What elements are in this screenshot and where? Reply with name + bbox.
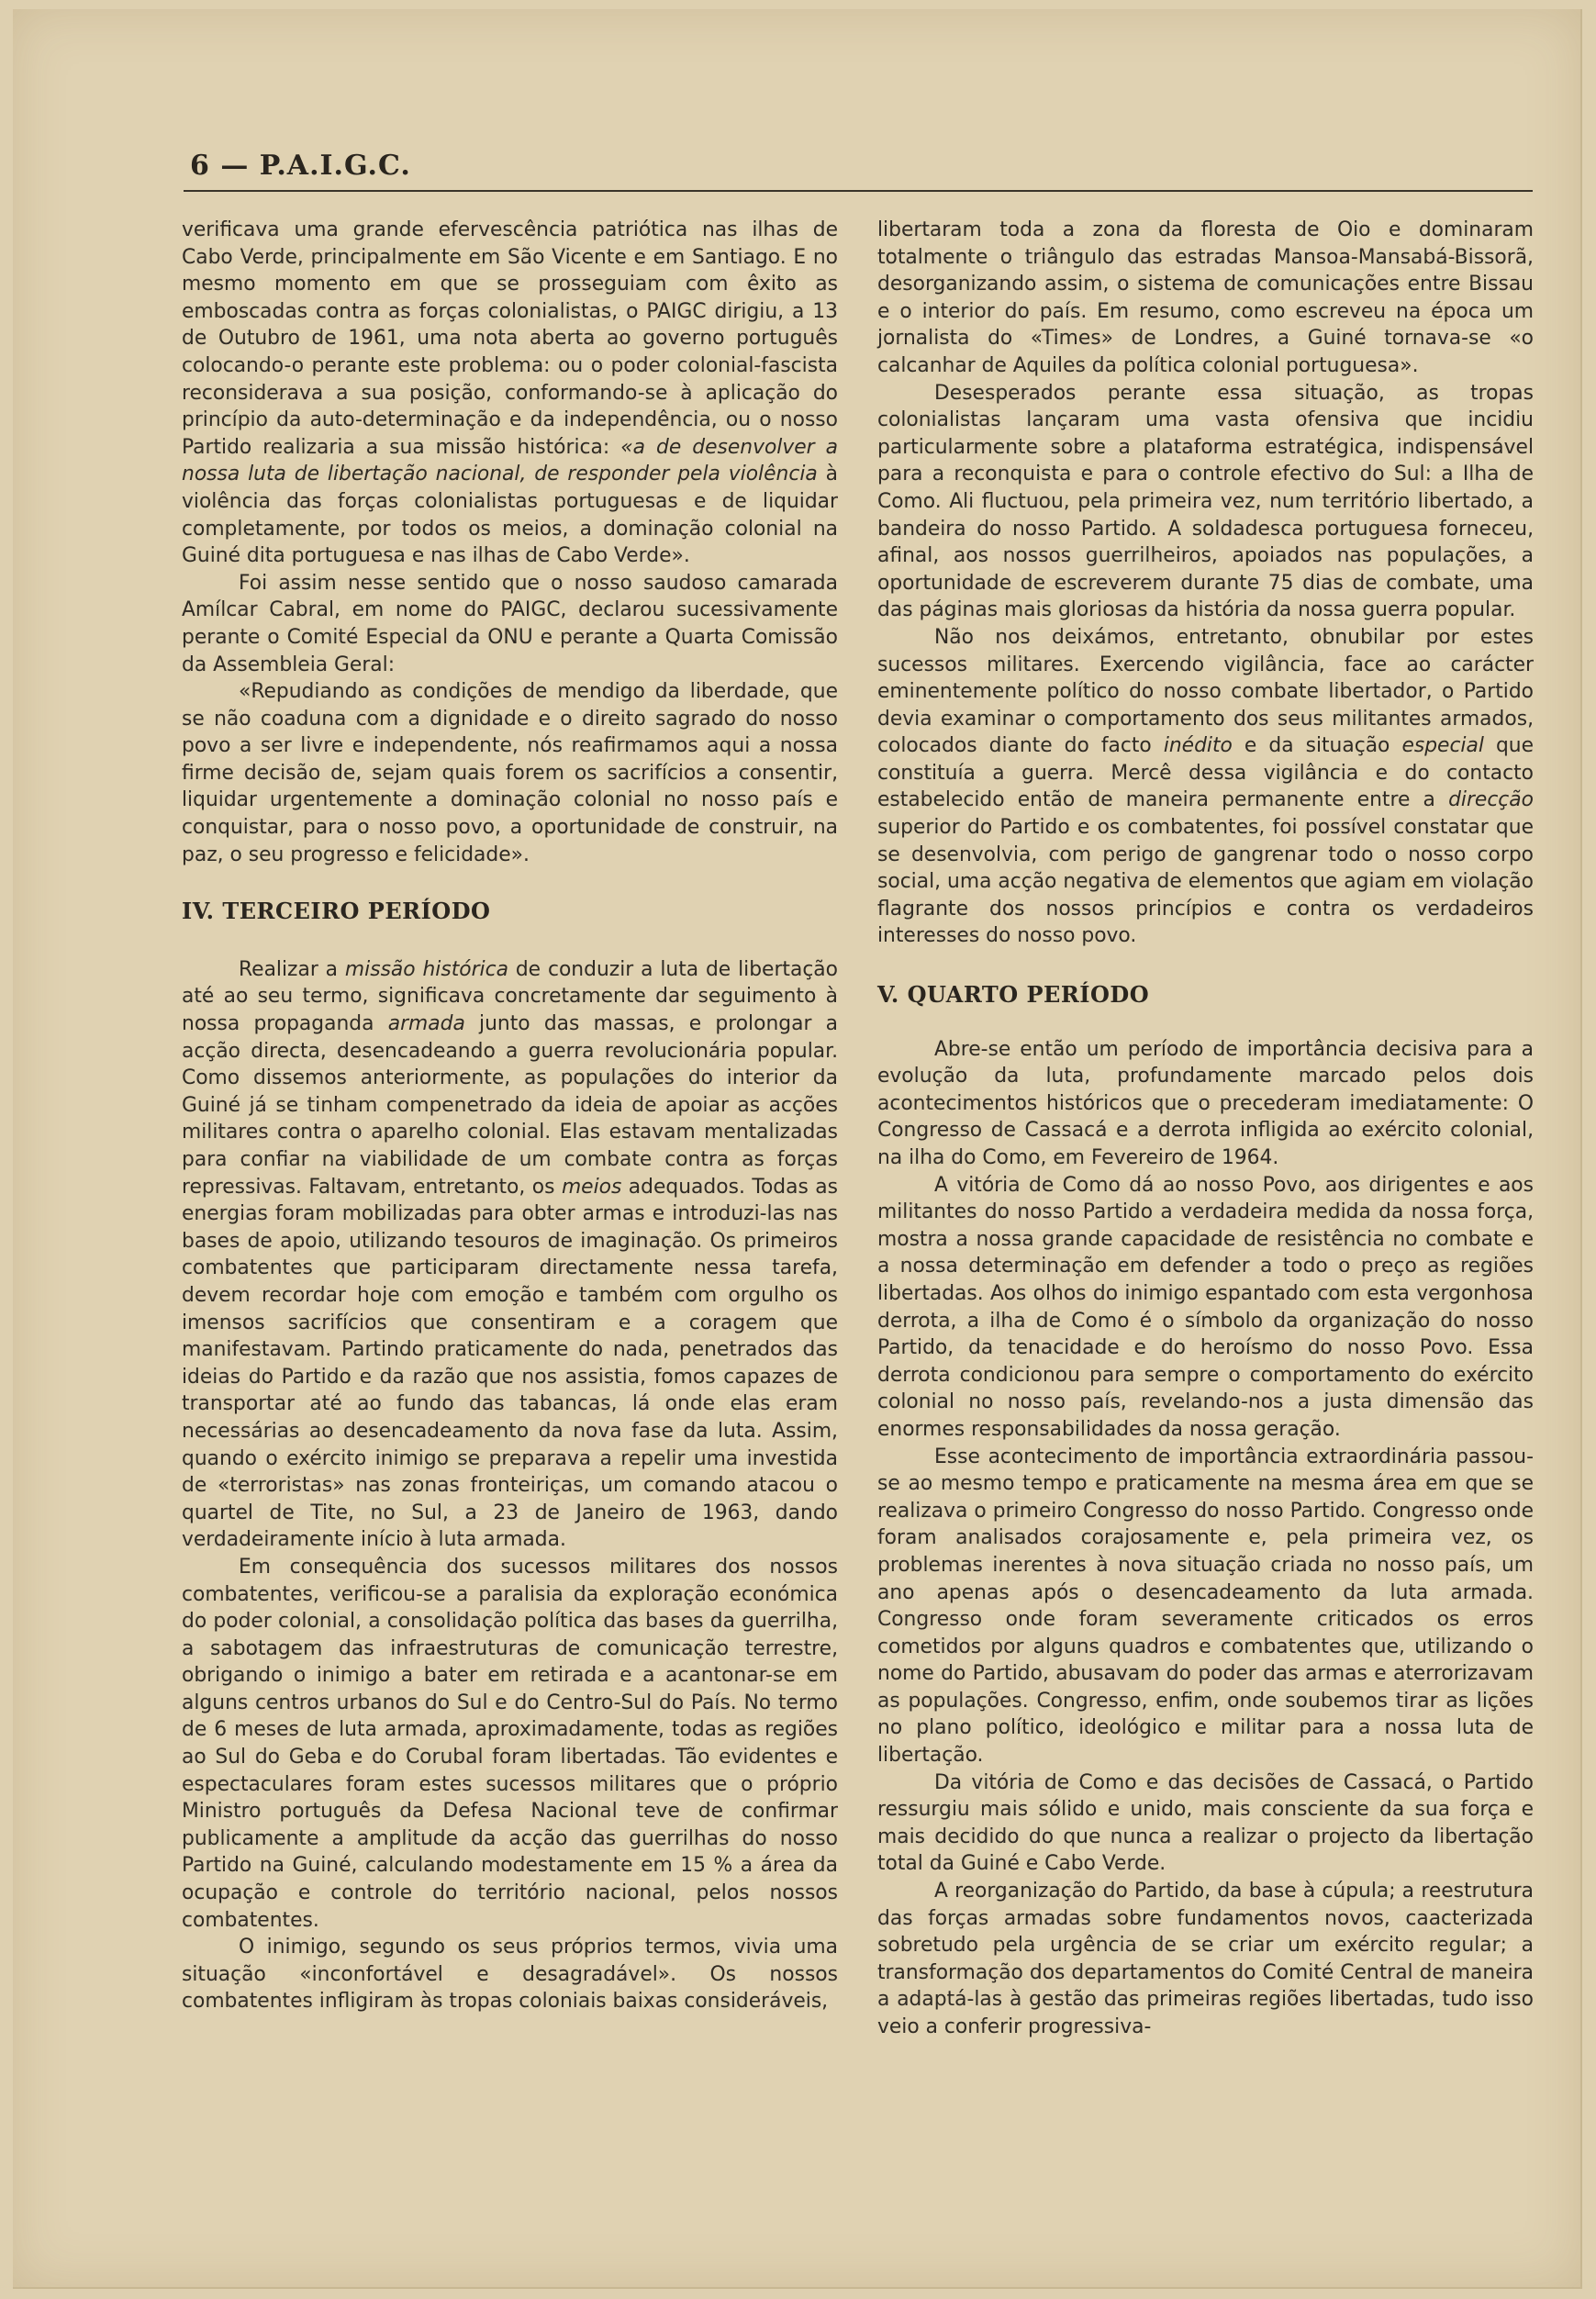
paragraph: Foi assim nesse sentido que o nosso saudoso camarada Amílcar Cabral, em nome do PAIGC, declarou sucessivamente perante o Comité Especial da ONU e perante a Quarta Comissão da Assembleia Geral: — [182, 571, 838, 676]
italic-text: especial — [1401, 734, 1484, 758]
text-span: que constituía a guerra. Mercê dessa vigilância e do contacto estabelecido então de maneira permanente entre a — [877, 734, 1535, 812]
text-span: Realizar a — [239, 957, 345, 981]
paragraph: Abre-se então um período de importância decisiva para a evolução da luta, profundamente marcado pelos dois acontecimentos históricos que o precederam imediatamente: O Congresso de Cassacá e a derrota infligida ao exército colonial, na ilha do Como, em Fevereiro de 1964. — [877, 1037, 1534, 1169]
text-span: adequados. Todas as energias foram mobilizadas para obter armas e introduzi-las nas bases de apoio, utilizando tesouros de imaginação. Os primeiros combatentes que participaram directamente nessa tarefa, devem recordar hoje com emoção e também com orgulho os imensos sacrifícios que consentiram e a coragem que manifestavam. Partindo praticamente do nada, penetrados das ideias do Partido e da razão que nos assistia, fomos capazes de transportar até ao fundo das tabancas, lá onde elas eram necessárias ao desencadeamento da nova fase da luta. Assim, quando o exército inimigo se preparava a repelir uma investida de «terroristas» nas zonas fronteiriças, um comando atacou o quartel de Tite, no Sul, a 23 de Janeiro de 1963, dando verdadeiramente início à luta armada. — [182, 1175, 838, 1552]
paragraph — [182, 217, 838, 570]
section-heading-v: V. QUARTO PERÍODO — [877, 981, 1150, 1009]
italic-text: missão histórica — [344, 957, 508, 981]
right-column — [877, 217, 1534, 2041]
text-span: de conduzir a luta de libertação até ao seu termo, significava concretamente dar seguimento à nossa propaganda — [182, 957, 838, 1036]
paragraph: Da vitória de Como e das decisões de Cassacá, o Partido ressurgiu mais sólido e unido, mais consciente da sua força e mais decidido do que nunca a realizar o projecto da libertação total da Guiné e Cabo Verde. — [877, 1770, 1534, 1876]
page-header: 6 — P.A.I.G.C. — [190, 150, 411, 182]
paragraph: O inimigo, segundo os seus próprios termos, vivia uma situação «inconfortável e desagradável». Os nossos combatentes infligiram às tropas coloniais baixas consideráveis, — [182, 1936, 838, 2014]
paragraph: Desesperados perante essa situação, as tropas colonialistas lançaram uma vasta ofensiva que incidiu particularmente sobre a plataforma estratégica, indispensável para a reconquista e para o controle efectivo do Sul: a Ilha de Como. Ali fluctuou, pela primeira vez, num território libertado, a bandeira do nosso Partido. A soldadesca portuguesa forneceu, afinal, aos nossos guerrilheiros, apoiados nas populações, a oportunidade de escreverem durante 75 dias de combate, uma das páginas mais gloriosas da história da nossa guerra popular. — [877, 381, 1534, 622]
text-span: Não nos deixámos, entretanto, obnubilar por estes sucessos militares. Exercendo vigilância, face ao carácter eminentemente político do nosso combate libertador, o Partido devia examinar o comportamento dos seus militantes armados, colocados diante do facto — [877, 625, 1534, 758]
text-span: e da situação — [1232, 734, 1402, 758]
header-rule — [184, 190, 1533, 192]
text-span: junto das massas, e prolongar a acção directa, desencadeando a guerra revolucionária popular. Como dissemos anteriormente, as populações do interior da Guiné já se tinham compenetrado da ideia de apoiar as acções militares contra o aparelho colonial. Elas estavam mentalizadas para confiar na viabilidade de um combate contra as forças repressivas. Faltavam, entretanto, os — [182, 1012, 838, 1199]
paragraph: A vitória de Como dá ao nosso Povo, aos dirigentes e aos militantes do nosso Partido a verdadeira medida da nossa força, mostra a nossa grande capacidade de resistência no combate e a nossa determinação em defender a todo o preço as regiões libertadas. Aos olhos do inimigo espantado com esta vergonhosa derrota, a ilha de Como é o símbolo da organização do nosso Partido, da tenacidade e do heroísmo do nosso Povo. Essa derrota condicionou para sempre o comportamento do exército colonial no nosso país, revelando-nos a justa dimensão das enormes responsabilidades da nossa geração. — [877, 1173, 1534, 1441]
italic-text: armada — [387, 1012, 465, 1036]
text-span: verificava uma grande efervescência patriótica nas ilhas de Cabo Verde, principalmente em São Vicente e em Santiago. E no mesmo momento em que se prosseguiam com êxito as emboscadas contra as forças colonialistas, o PAIGC dirigiu, a 13 de Outubro de 1961, uma nota aberta ao governo português colocando-o perante este problema: ou o poder colonial-fascista reconsiderava a sua posição, conformando-se à aplicação do princípio da auto-determinação e da independência, ou o nosso Partido realizaria a sua missão histórica: — [182, 218, 838, 459]
section-heading-iv: IV. TERCEIRO PERÍODO — [182, 898, 491, 925]
text-span: superior do Partido e os combatentes, foi possível constatar que se desenvolvia, com perigo de gangrenar todo o nosso corpo social, uma acção negativa de elementos que agiam em violação flagrante dos nossos princípios e contra os verdadeiros interesses do nosso povo. — [877, 816, 1534, 948]
text-span: à violência das forças colonialistas portuguesas e de liquidar completamente, por todos os meios, a dominação colonial na Guiné dita portuguesa e nas ilhas de Cabo Verde». — [182, 463, 838, 568]
paragraph: Esse acontecimento de importância extraordinária passou-se ao mesmo tempo e praticamente na mesma área em que se realizava o primeiro Congresso do nosso Partido. Congresso onde foram analisados corajosamente e, pela primeira vez, os problemas inerentes à nova situação criada no nosso país, um ano apenas após o desencadeamento da luta armada. Congresso onde foram severamente criticados os erros cometidos por alguns quadros e combatentes que, utilizando o nome do Partido, abusavam do poder das armas e aterrorizavam as populações. Congresso, enfim, onde soubemos tirar as lições no plano político, ideológico e militar para a nossa luta de libertação. — [877, 1445, 1534, 1768]
quote-paragraph: «Repudiando as condições de mendigo da liberdade, que se não coaduna com a dignidade e o direito sagrado do nosso povo a ser livre e independente, nós reafirmamos aqui a nossa firme decisão de, sejam quais forem os sacrifícios a consentir, liquidar urgentemente a dominação colonial no nosso país e conquistar, para o nosso povo, a oportunidade de construir, na paz, o seu progresso e felicidade». — [182, 680, 838, 866]
italic-quote: «a de desenvolver a nossa luta de libertação nacional, de responder pela violência — [182, 435, 838, 486]
paragraph: A reorganização do Partido, da base à cúpula; a reestrutura das forças armadas sobre fundamentos novos, caacterizada sobretudo pela urgência de se criar um exército regular; a transformação dos departamentos do Comité Central de maneira a adaptá-las à gestão das primeiras regiões libertadas, tudo isso veio a conferir progressiva- — [877, 1880, 1534, 2038]
paragraph — [877, 624, 1534, 950]
italic-text: meios — [561, 1175, 622, 1199]
italic-text: direcção — [1448, 788, 1534, 812]
paragraph: libertaram toda a zona da floresta de Oio e dominaram totalmente o triângulo das estradas Mansoa-Mansabá-Bissorã, desorganizando assim, o sistema de comunicações entre Bissau e o interior do país. Em resumo, como escreveu na época um jornalista do «Times» de Londres, a Guiné tornava-se «o calcanhar de Aquiles da política colonial portuguesa». — [877, 218, 1534, 377]
italic-text: inédito — [1163, 734, 1233, 758]
paragraph — [182, 956, 838, 1554]
paragraph: Em consequência dos sucessos militares dos nossos combatentes, verificou-se a paralisia da exploração económica do poder colonial, a consolidação política das bases da guerrilha, a sabotagem das infraestruturas de comunicação terrestre, obrigando o inimigo a bater em retirada e a acantonar-se em alguns centros urbanos do Sul e do Centro-Sul do País. No termo de 6 meses de luta armada, aproximadamente, todas as regiões ao Sul do Geba e do Corubal foram libertadas. Tão evidentes e espectaculares foram estes sucessos militares que o próprio Ministro português da Defesa Nacional teve de confirmar publicamente a amplitude da acção das guerrilhas do nosso Partido na Guiné, calculando modestamente em 15 % a área da ocupação e controle do território nacional, pelos nossos combatentes. — [182, 1555, 838, 1932]
left-column — [182, 217, 838, 2015]
